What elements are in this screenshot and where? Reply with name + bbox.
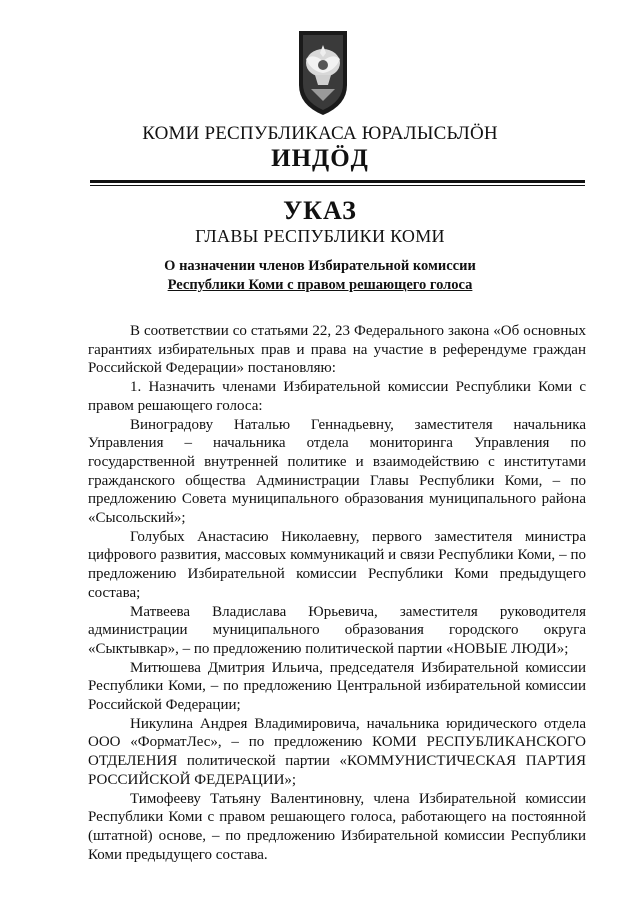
paragraph-appointee: Матвеева Владислава Юрьевича, заместителя руководителя администрации муниципального образования городского округа «Сыктывкар», – по предложению политической партии «НОВЫЕ ЛЮДИ»; — [88, 603, 586, 657]
header-republic-komi-language: КОМИ РЕСПУБЛИКАСА ЮРАЛЫСЬЛÖН — [142, 123, 498, 144]
paragraph-clause-1: 1. Назначить членами Избирательной комиссии Республики Коми с правом решающего голоса: — [88, 379, 586, 414]
paragraph-appointee: Митюшева Дмитрия Ильича, председателя Избирательной комиссии Республики Коми, – по предложению Центральной избирательной комиссии Российской Федерации; — [88, 659, 586, 714]
document-subject — [0, 257, 640, 295]
subject-line-1: О назначении членов Избирательной комиссии — [164, 258, 476, 274]
paragraph-appointee: Тимофееву Татьяну Валентиновну, члена Избирательной комиссии Республики Коми с правом решающего голоса, работающего на постоянной (штатной) основе, – по предложению Избирательной комиссии Республики Коми предыдущего состава. — [88, 790, 586, 863]
paragraph-appointee: Виноградову Наталью Геннадьевну, заместителя начальника Управления – начальника отдела мониторинга Управления по государственной внутренней политике и взаимодействию с институтами гражданского общества Администрации Главы Республики Коми, – по предложению Совета муниципального образования муниципального района «Сысольский»; — [88, 416, 586, 527]
header-divider-thin — [90, 185, 585, 186]
header-decree-komi-language: ИНДÖД — [271, 145, 369, 172]
coat-of-arms-icon — [295, 27, 351, 117]
document-body — [88, 322, 586, 864]
document-subtitle: ГЛАВЫ РЕСПУБЛИКИ КОМИ — [195, 226, 445, 246]
paragraph-appointee: Никулина Андрея Владимировича, начальника юридического отдела ООО «ФорматЛес», – по предложению КОМИ РЕСПУБЛИКАНСКОГО ОТДЕЛЕНИЯ политической партии «КОММУНИСТИЧЕСКАЯ ПАРТИЯ РОССИЙСКОЙ ФЕДЕРАЦИИ»; — [88, 715, 586, 788]
header-divider-thick — [90, 180, 585, 183]
paragraph-preamble: В соответствии со статьями 22, 23 Федерального закона «Об основных гарантиях избирательных прав и права на участие в референдуме граждан Российской Федерации» постановляю: — [88, 323, 586, 377]
document-title: УКАЗ — [283, 196, 357, 225]
subject-line-2: Республики Коми с правом решающего голоса — [167, 277, 473, 293]
paragraph-appointee: Голубых Анастасию Николаевну, первого заместителя министра цифрового развития, массовых коммуникаций и связи Республики Коми, – по предложению Избирательной комиссии Республики Коми предыдущего состава; — [88, 528, 586, 601]
